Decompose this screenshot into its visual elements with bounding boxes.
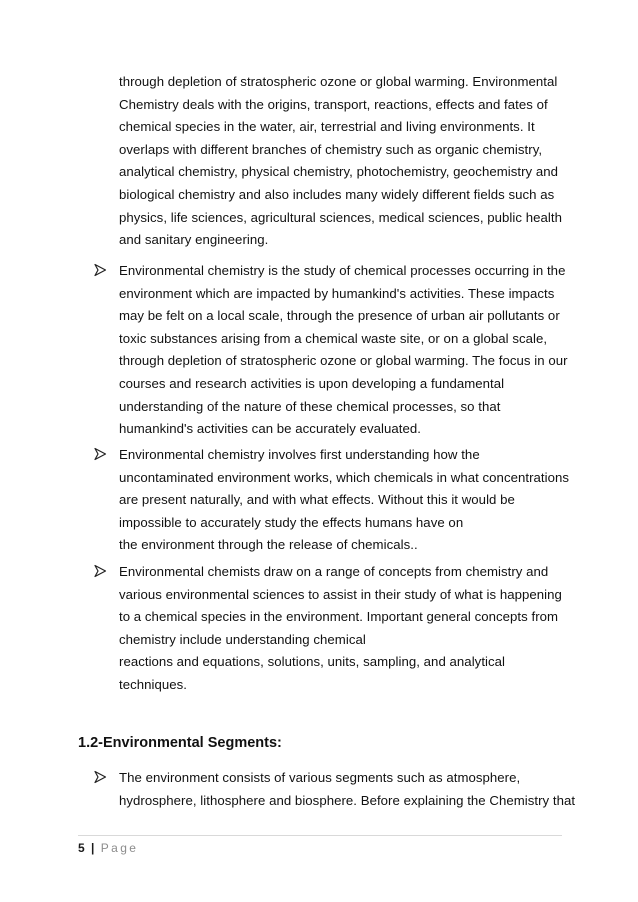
text-line: chemical species in the water, air, terrestrial and living environments. It: [119, 119, 535, 135]
text-line: The environment consists of various segments such as atmosphere,: [119, 770, 521, 785]
bullet-item: [119, 444, 569, 557]
text-line: reactions and equations, solutions, units, sampling, and analytical: [119, 654, 506, 670]
arrow-bullet-icon: [93, 770, 107, 784]
text-line: environment which are impacted by humankind's activities. These impacts: [119, 285, 555, 301]
bullet-item: [119, 767, 576, 812]
arrow-bullet-icon: [93, 564, 107, 578]
text-line: analytical chemistry, physical chemistry, photochemistry, geochemistry and: [119, 164, 559, 180]
section-heading: 1.2-Environmental Segments:: [78, 735, 282, 751]
text-line: hydrosphere, lithosphere and biosphere. Before explaining the Chemistry that: [119, 792, 576, 808]
text-line: the environment through the release of chemicals..: [119, 537, 418, 553]
text-line: and sanitary engineering.: [119, 232, 269, 248]
text-line: techniques.: [119, 676, 188, 692]
text-line: Environmental chemistry is the study of chemical processes occurring in the: [119, 263, 566, 278]
text-line: toxic substances arising from a chemical waste site, or on a global scale,: [119, 330, 548, 346]
arrow-bullet-icon: [93, 263, 107, 277]
bullet-item: [119, 260, 569, 441]
text-line: are present naturally, and with what effects. Without this it would be: [119, 492, 515, 508]
page-number: 5: [78, 841, 85, 855]
text-line: understanding of the nature of these chemical processes, so that: [119, 398, 501, 414]
text-line: impossible to accurately study the effects humans have on: [119, 514, 464, 530]
text-line: courses and research activities is upon developing a fundamental: [119, 375, 505, 391]
text-line: various environmental sciences to assist in their study of what is happening: [119, 586, 562, 602]
footer-separator: |: [91, 841, 95, 855]
text-line: chemistry include understanding chemical: [119, 631, 366, 647]
page-label: Page: [100, 841, 139, 855]
text-line: to a chemical species in the environment. Important general concepts from: [119, 609, 559, 625]
arrow-bullet-icon: [93, 447, 107, 461]
page-footer: [78, 840, 138, 856]
text-line: Chemistry deals with the origins, transport, reactions, effects and fates of: [119, 96, 548, 112]
text-line: humankind's activities can be accurately evaluated.: [119, 421, 421, 437]
text-line: Environmental chemistry involves first understanding how the: [119, 447, 480, 462]
footer-divider: [78, 835, 562, 836]
text-line: biological chemistry and also includes many widely different fields such as: [119, 186, 555, 202]
text-line: uncontaminated environment works, which chemicals in what concentrations: [119, 469, 569, 485]
text-line: may be felt on a local scale, through the presence of urban air pollutants or: [119, 308, 560, 324]
text-line: physics, life sciences, agricultural sciences, medical sciences, public health: [119, 209, 562, 225]
text-line: through depletion of stratospheric ozone or global warming. The focus in our: [119, 353, 568, 369]
bullet-item: [119, 561, 569, 697]
text-line: overlaps with different branches of chemistry such as organic chemistry,: [119, 141, 543, 157]
intro-paragraph: [119, 71, 569, 252]
text-line: through depletion of stratospheric ozone or global warming. Environmental: [119, 74, 558, 89]
text-line: Environmental chemists draw on a range of concepts from chemistry and: [119, 564, 549, 579]
